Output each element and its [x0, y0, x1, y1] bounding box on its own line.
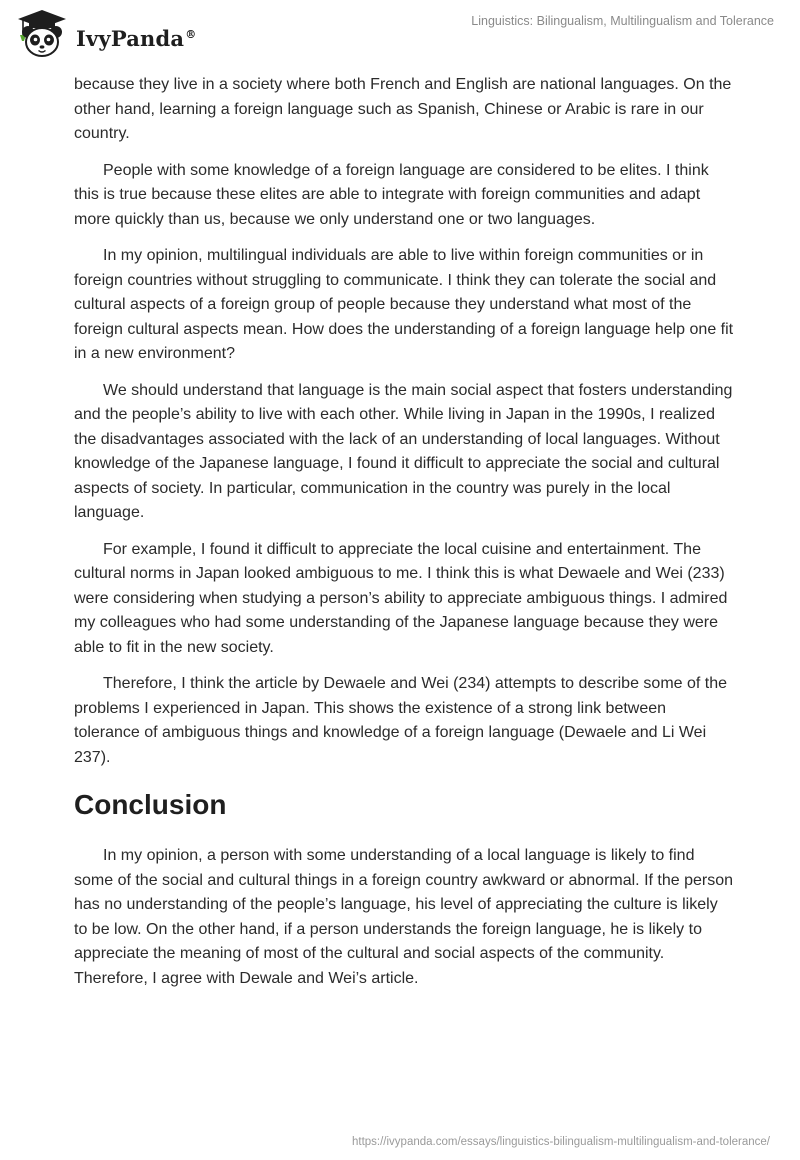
essay-body: [74, 73, 734, 1003]
paragraph: because they live in a society where both French and English are national languages. On the other hand, learning a foreign language such as Spanish, Chinese or Arabic is rare in our country.: [74, 76, 732, 142]
logo[interactable]: [14, 8, 196, 60]
conclusion-paragraph: In my opinion, a person with some understanding of a local language is likely to find some of the social and cultural things in a foreign country awkward or abnormal. If the person has no understanding of the people’s language, his level of appreciating the culture is likely to be low. On the other hand, if a person understands the foreign language, he is likely to appreciate the meaning of most of the cultural and social aspects of the community. Therefore, I agree with Dewale and Wei’s article.: [74, 847, 734, 987]
paragraph: People with some knowledge of a foreign language are considered to be elites. I think this is true because these elites are able to integrate with foreign communities and adapt more quickly than us, because we only understand one or two languages.: [74, 161, 709, 228]
conclusion-heading: Conclusion: [74, 789, 227, 820]
logo-wordmark: IvyPanda®: [76, 25, 197, 51]
source-url[interactable]: https://ivypanda.com/essays/linguistics-bilingualism-multilingualism-and-tolerance/: [351, 1136, 770, 1148]
panda-graduate-icon: [14, 8, 70, 60]
page-header: [0, 0, 800, 70]
document-title: Linguistics: Bilingualism, Multilingualism and Tolerance: [471, 14, 774, 28]
paragraph: We should understand that language is the main social aspect that fosters understanding and the people’s ability to live with each other. While living in Japan in the 1990s, I realized the disadvantages associated with the lack of an understanding of local languages. Without knowledge of the Japanese language, I found it difficult to appreciate the social and cultural aspects of society. In particular, communication in the country was purely in the local language.: [74, 381, 733, 521]
paragraph: In my opinion, multilingual individuals are able to live within foreign communities or in foreign countries without struggling to communicate. I think they can tolerate the social and cultural aspects of a foreign group of people because they understand what most of the foreign cultural aspects mean. How does the understanding of a foreign language help one fit in a new environment?: [74, 247, 734, 362]
paragraph: For example, I found it difficult to appreciate the local cuisine and entertainment. The cultural norms in Japan looked ambiguous to me. I think this is what Dewaele and Wei (233) were considering when studying a person’s ability to appreciate ambiguous things. I admired my colleagues who had some understanding of the Japanese language because they were able to fit in the new society.: [74, 540, 728, 656]
paragraph: Therefore, I think the article by Dewaele and Wei (234) attempts to describe some of the problems I experienced in Japan. This shows the existence of a strong link between tolerance of ambiguous things and knowledge of a foreign language (Dewaele and Li Wei 237).: [74, 675, 728, 766]
